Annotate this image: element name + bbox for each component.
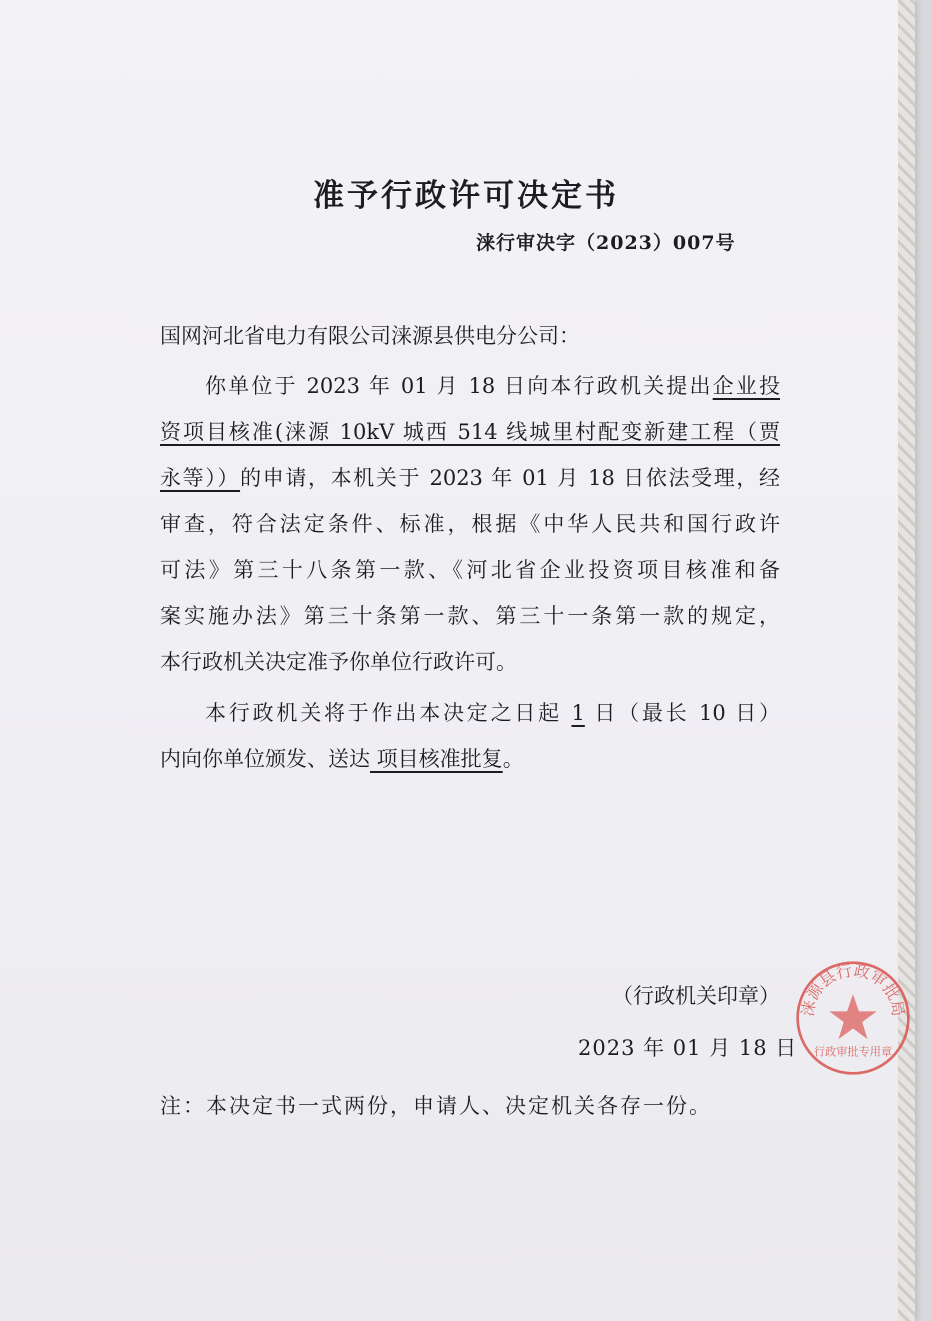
document-number: 涞行审决字（2023）007号 (476, 232, 736, 254)
document-title: 准予行政许可决定书 (313, 178, 619, 214)
addressee: 国网河北省电力有限公司涞源县供电分公司： (160, 324, 580, 348)
para2-line-1 (205, 697, 780, 727)
underlined-text: 永等）） (160, 466, 241, 490)
para1-line-3 (160, 462, 780, 492)
text: 你单位于 2023 年 01 月 18 日向本行政机关提出 (205, 374, 713, 398)
text: 本行政机关将于作出本决定之日起 (205, 701, 562, 725)
issued-item: 项目核准批复 (370, 747, 503, 771)
para1-line-2 (160, 416, 780, 446)
days-value: 1 (571, 701, 585, 725)
svg-text:行政审批专用章: 行政审批专用章 (813, 1045, 893, 1059)
para2-line-2 (160, 743, 780, 773)
para1-line-4: 审查，符合法定条件、标准，根据《中华人民共和国行政许 (160, 512, 780, 536)
text: 的申请，本机关于 2023 年 01 月 18 日依法受理，经 (240, 466, 781, 490)
underlined-text: 资项目核准(涞源 10kV 城西 514 线城里村配变新建工程（贾 (160, 420, 780, 444)
official-seal-icon (795, 960, 911, 1076)
text: 内向你单位颁发、送达 (160, 747, 370, 771)
para1-line-7: 本行政机关决定准予你单位行政许可。 (160, 650, 517, 674)
underlined-text: 企业投 (712, 374, 781, 398)
svg-text:涞源县行政审批局: 涞源县行政审批局 (797, 960, 909, 1018)
para1-line-1 (205, 370, 780, 400)
para1-line-6: 案实施办法》第三十条第一款、第三十一条第一款的规定， (160, 604, 780, 628)
note: 注：本决定书一式两份，申请人、决定机关各存一份。 (160, 1094, 712, 1118)
text: 日（最长 10 日） (594, 701, 780, 725)
text: 。 (502, 747, 524, 771)
para1-line-5: 可法》第三十八条第一款、《河北省企业投资项目核准和备 (160, 558, 780, 582)
seal-label: （行政机关印章） (612, 984, 780, 1008)
decision-date: 2023 年 01 月 18 日 (578, 1036, 798, 1060)
